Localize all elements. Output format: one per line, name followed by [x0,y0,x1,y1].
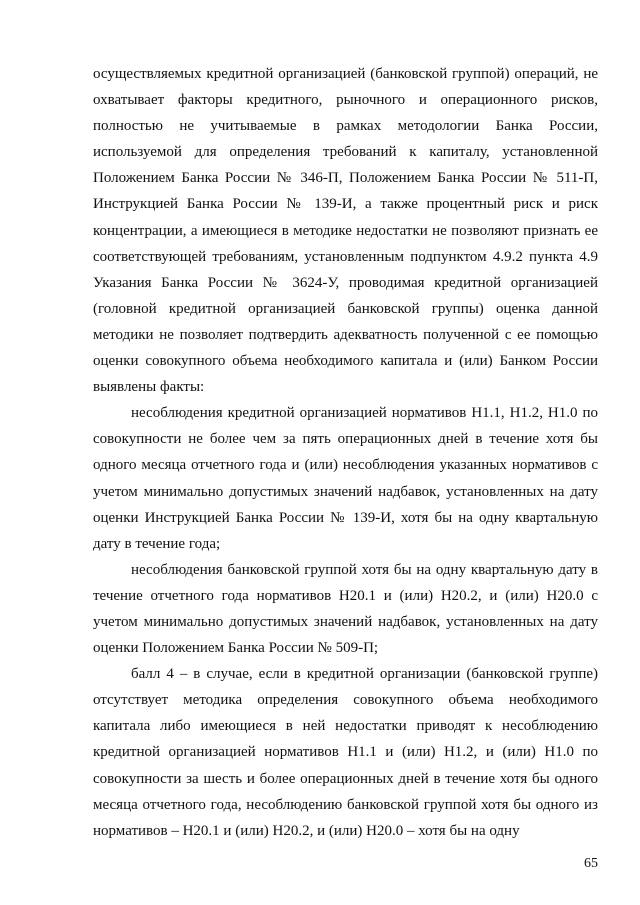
paragraph-continuation: осуществляемых кредитной организацией (банковской группой) операций, не охватывает факторы кредитного, рыночного и операционного рисков, полностью не учитываемые в рамках методологии Банка России, используемой для определения требований к капиталу, установленной Положением Банка России № 346-П, Положением Банка России № 511-П, Инструкцией Банка России № 139-И, а также процентный риск и риск концентрации, а имеющиеся в методике недостатки не позволяют признать ее соответствующей требованиям, установленным подпунктом 4.9.2 пункта 4.9 Указания Банка России № 3624-У, проводимая кредитной организацией (головной кредитной организацией банковской группы) оценка данной методики не позволяет подтвердить адекватность полученной с ее помощью оценки совокупного объема необходимого капитала и (или) Банком России выявлены факты: [93,66,598,396]
page-number: 65 [584,856,598,871]
paragraph-group-violation: несоблюдения банковской группой хотя бы на одну квартальную дату в течение отчетного года нормативов Н20.1 и (или) Н20.2, и (или) Н20.0 с учетом минимально допустимых значений надбавок, установленных на дату оценки Положением Банка России № 509-П; [93,561,598,657]
paragraph-score-4: балл 4 – в случае, если в кредитной организации (банковской группе) отсутствует методика определения совокупного объема необходимого капитала либо имеющиеся в ней недостатки приводят к несоблюдению кредитной организацией нормативов Н1.1 и (или) Н1.2, и (или) Н1.0 по совокупности за шесть и более операционных дней в течение хотя бы одного месяца отчетного года, несоблюдению банковской группой хотя бы одного из нормативов – Н20.1 и (или) Н20.2, и (или) Н20.0 – хотя бы на одну [93,666,598,839]
paragraph-standards-violation: несоблюдения кредитной организацией нормативов Н1.1, Н1.2, Н1.0 по совокупности не более чем за пять операционных дней в течение хотя бы одного месяца отчетного года и (или) несоблюдения указанных нормативов с учетом минимально допустимых значений надбавок, установленных на дату оценки Инструкцией Банка России № 139-И, хотя бы на одну квартальную дату в течение года; [93,405,598,552]
body-text [93,61,598,844]
